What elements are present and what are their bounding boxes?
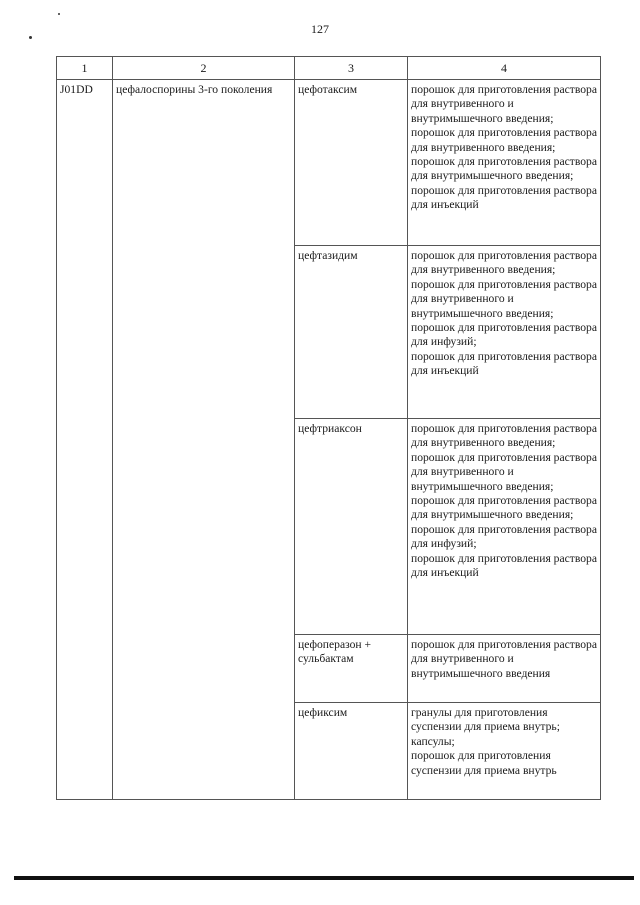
group-name-cell: цефалоспорины 3-го поколения [113, 80, 295, 800]
bottom-rule [14, 876, 634, 880]
table-row [57, 80, 601, 246]
column-header: 1 [57, 57, 113, 80]
column-header: 2 [113, 57, 295, 80]
drug-name-cell: цефотаксим [295, 80, 408, 246]
drug-name-cell: цефоперазон + сульбактам [295, 635, 408, 703]
drug-name-cell: цефтазидим [295, 246, 408, 419]
drug-name-cell: цефиксим [295, 703, 408, 800]
column-header: 4 [408, 57, 601, 80]
column-header: 3 [295, 57, 408, 80]
header-row [57, 57, 601, 80]
dosage-forms-cell: порошок для приготовления раствора для внутривенного введения; порошок для приготовления раствора для внутривенного и внутримышечного введения; порошок для приготовления раствора для внутримышечного введения; порошок для приготовления раствора для инфузий; порошок для приготовления раствора для инъекций [408, 419, 601, 635]
atc-code-cell: J01DD [57, 80, 113, 800]
drug-table [56, 56, 601, 800]
page-number: 127 [311, 22, 329, 36]
dosage-forms-cell: порошок для приготовления раствора для внутривенного введения; порошок для приготовления раствора для внутривенного и внутримышечного введения; порошок для приготовления раствора для инфузий; порошок для приготовления раствора для инъекций [408, 246, 601, 419]
scan-speck [58, 13, 60, 15]
drug-name-cell: цефтриаксон [295, 419, 408, 635]
dosage-forms-cell: гранулы для приготовления суспензии для приема внутрь; капсулы; порошок для приготовления суспензии для приема внутрь [408, 703, 601, 800]
dosage-forms-cell: порошок для приготовления раствора для внутривенного и внутримышечного введения [408, 635, 601, 703]
dosage-forms-cell: порошок для приготовления раствора для внутривенного и внутримышечного введения; порошок для приготовления раствора для внутривенного введения; порошок для приготовления раствора для внутримышечного введения; порошок для приготовления раствора для инъекций [408, 80, 601, 246]
